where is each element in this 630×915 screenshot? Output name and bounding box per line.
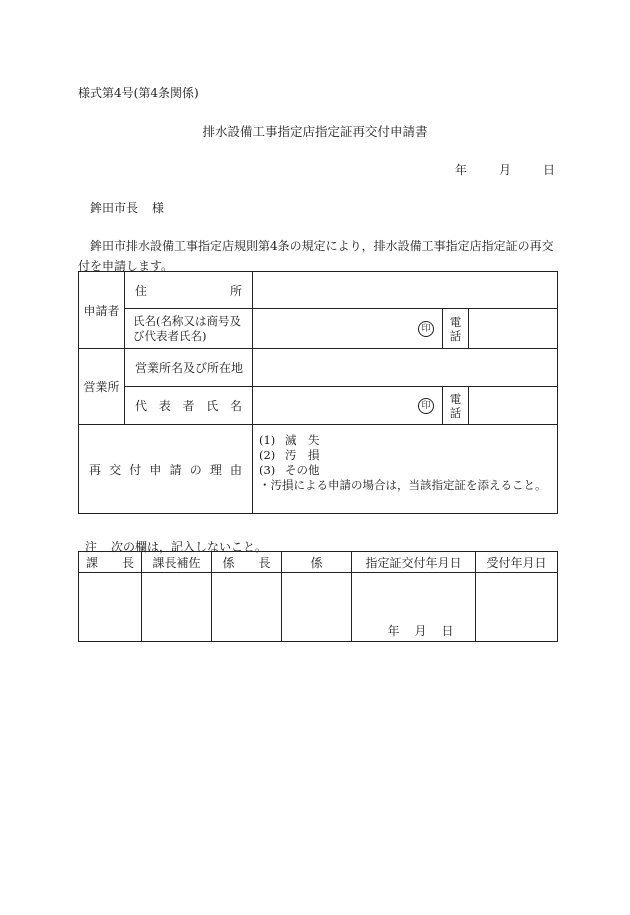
applicant-phone-label: 電 話 (443, 309, 469, 349)
addressee-name: 鉾田市長 (90, 201, 139, 215)
body-text: 鉾田市排水設備工事指定店規則第4条の規定により，排水設備工事指定店指定証の再交付を申請します。 (78, 239, 554, 273)
note-prefix: 注 (85, 540, 98, 554)
document-title: 排水設備工事指定店指定証再交付申請書 (202, 124, 428, 139)
column-receipt-date: 受付年月日 (476, 552, 558, 573)
office-name-location-field[interactable] (253, 349, 558, 387)
addressee-honorific: 様 (152, 201, 165, 215)
office-representative-row (79, 387, 558, 425)
seal-mark-icon: 印 (418, 321, 434, 337)
column-deputy-chief: 課長補佐 (142, 552, 212, 573)
staff-stamp-field[interactable] (282, 573, 352, 642)
applicant-name-field[interactable] (253, 309, 443, 349)
reason-label: 再 交 付 申 請 の 理 由 (79, 425, 253, 514)
applicant-name-label: 氏名(名称又は商号及 び代表者氏名) (125, 309, 253, 349)
office-phone-label: 電 話 (443, 387, 469, 425)
column-subsection-chief: 係 長 (212, 552, 282, 573)
reason-option-damaged[interactable]: (2) 汚 損 (259, 448, 320, 462)
addressee (90, 199, 164, 216)
address-label: 住 所 (125, 272, 253, 309)
representative-name-label: 代 表 者 氏 名 (125, 387, 253, 425)
note-text: 次の欄は，記入しないこと。 (111, 540, 268, 554)
representative-name-field[interactable] (253, 387, 443, 425)
subsection-chief-stamp-field[interactable] (212, 573, 282, 642)
issue-date-field[interactable]: 年 月 日 (352, 573, 476, 642)
application-table (78, 271, 558, 514)
reason-option-lost[interactable]: (1) 滅 失 (259, 433, 320, 447)
date-year-label: 年 (455, 163, 468, 177)
office-use-stamp-row (79, 573, 558, 642)
reason-row (79, 425, 558, 514)
column-issue-date: 指定証交付年月日 (352, 552, 476, 573)
office-use-header-row (79, 552, 558, 573)
applicant-name-row (79, 309, 558, 349)
form-number: 様式第4号(第4条関係) (78, 86, 199, 100)
applicant-address-row (79, 272, 558, 309)
date-day-label: 日 (542, 163, 555, 177)
reason-option-other[interactable]: (3) その他 (259, 463, 320, 477)
office-section-label: 営業所 (79, 349, 125, 425)
column-section-chief: 課 長 (79, 552, 142, 573)
reason-options (253, 425, 558, 514)
applicant-section-label: 申請者 (79, 272, 125, 349)
office-phone-field[interactable] (469, 387, 558, 425)
office-name-location-label: 営業所名及び所在地 (125, 349, 253, 387)
deputy-chief-stamp-field[interactable] (142, 573, 212, 642)
office-name-row (79, 349, 558, 387)
seal-mark-icon: 印 (418, 398, 434, 414)
section-chief-stamp-field[interactable] (79, 573, 142, 642)
applicant-phone-field[interactable] (469, 309, 558, 349)
office-use-table (78, 551, 558, 642)
address-field[interactable] (253, 272, 558, 309)
date-line (455, 161, 555, 178)
receipt-date-field[interactable] (476, 573, 558, 642)
date-month-label: 月 (498, 163, 511, 177)
reason-footnote: ・汚損による申請の場合は，当該指定証を添えること。 (259, 478, 547, 492)
column-staff: 係 (282, 552, 352, 573)
